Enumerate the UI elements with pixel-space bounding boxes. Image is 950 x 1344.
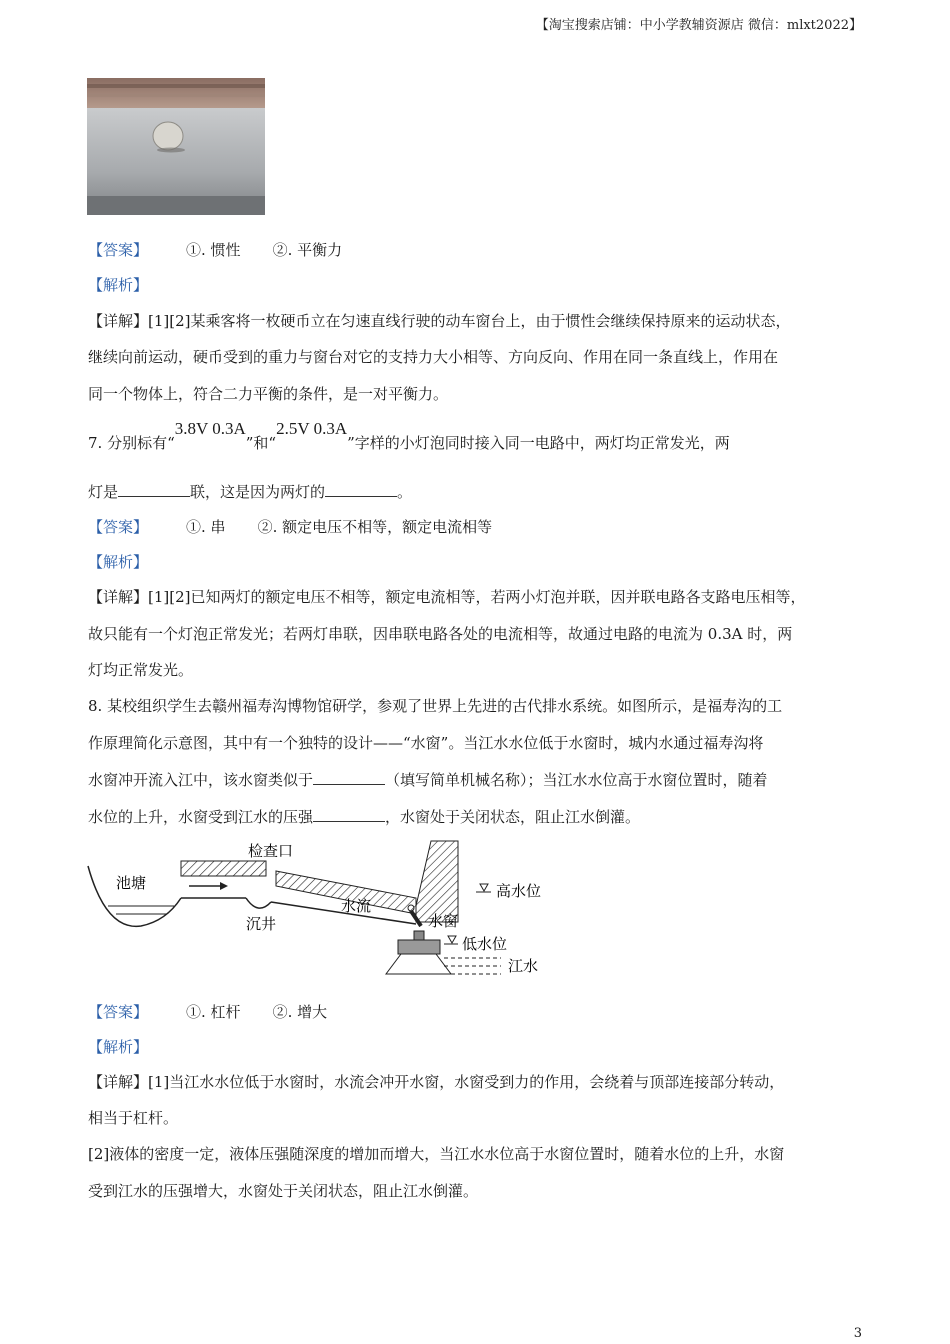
blank-2	[325, 482, 397, 497]
q8-line4: 水位的上升，水窗受到江水的压强 ，水窗处于关闭状态，阻止江水倒灌。	[88, 808, 641, 826]
q8-detail-line2: 相当于杠杆。	[88, 1109, 179, 1127]
drainage-diagram	[86, 836, 556, 985]
page-header: 【淘宝搜索店铺：中小学教辅资源店 微信：mlxt2022】	[535, 18, 862, 33]
q7-detail-line1: 【详解】[1][2]已知两灯的额定电压不相等，额定电流相等，若两小灯泡并联，因并联电路各支路电压相等，	[88, 588, 806, 606]
q8-detail-line3: [2]液体的密度一定，液体压强随深度的增加而增大，当江水水位高于水窗位置时，随着水位的上升，水窗	[88, 1145, 785, 1163]
page-number: 3	[853, 1326, 862, 1341]
q6-detail-line2: 继续向前运动，硬币受到的重力与窗台对它的支持力大小相等、方向反向、作用在同一条直线上，作用在	[88, 348, 779, 366]
label-high: 高水位	[496, 884, 542, 900]
q6-detail-line3: 同一个物体上，符合二力平衡的条件，是一对平衡力。	[88, 385, 449, 403]
coin-photo	[87, 78, 265, 215]
q8-line1: 8. 某校组织学生去赣州福寿沟博物馆研学，参观了世界上先进的古代排水系统。如图所示，是福寿沟的工	[88, 697, 783, 715]
lamp-spec-1: 3.8V 0.3A	[174, 419, 246, 438]
label-flow: 水流	[341, 899, 372, 915]
detail-tag: 【详解】	[88, 312, 149, 330]
label-low: 低水位	[462, 937, 508, 953]
q7-answer: 【答案】 ①. 串 ②. 额定电压不相等，额定电流相等	[88, 518, 493, 536]
label-pond: 池塘	[116, 876, 147, 892]
label-window: 水窗	[428, 914, 459, 930]
q6-answer	[88, 240, 342, 260]
q8-line3: 水窗冲开流入江中，该水窗类似于 （填写简单机械名称）；当江水水位高于水窗位置时，随着	[88, 771, 768, 789]
answer-tag: 【答案】	[88, 241, 149, 259]
q8-detail-line1: 【详解】[1]当江水水位低于水窗时，水流会冲开水窗，水窗受到力的作用，会绕着与顶部连接部分转动，	[88, 1073, 785, 1091]
q8-answer: 【答案】 ①. 杠杆 ②. 增大	[88, 1003, 328, 1021]
label-shaft: 沉井	[246, 917, 277, 933]
q7-analysis-tag: 【解析】	[88, 553, 149, 571]
q8-detail-line4: 受到江水的压强增大，水窗处于关闭状态，阻止江水倒灌。	[88, 1182, 479, 1200]
blank-4	[313, 807, 385, 822]
q6-detail-line1: 【详解】[1][2]某乘客将一枚硬币立在匀速直线行驶的动车窗台上，由于惯性会继续保持原来的运动状态，	[88, 312, 791, 330]
lamp-spec-2: 2.5V 0.3A	[276, 419, 348, 438]
answer-1: ①. 惯性	[186, 241, 241, 259]
q7-detail-line2: 故只能有一个灯泡正常发光；若两灯串联，因串联电路各处的电流相等，故通过电路的电流为 0.3A 时，两	[88, 625, 793, 643]
q8-line2: 作原理简化示意图，其中有一个独特的设计——“水窗”。当江水水位低于水窗时，城内水通过福寿沟将	[88, 734, 764, 752]
q8-analysis-tag: 【解析】	[88, 1038, 149, 1056]
label-river: 江水	[508, 959, 539, 975]
q6-analysis-tag: 【解析】	[88, 276, 149, 294]
blank-1	[118, 482, 190, 497]
q7-question-line2: 灯是 联，这是因为两灯的 。	[88, 483, 413, 501]
label-inspection: 检查口	[248, 844, 294, 860]
blank-3	[313, 770, 385, 785]
q7-detail-line3: 灯均正常发光。	[88, 661, 194, 679]
answer-2: ②. 平衡力	[272, 241, 343, 259]
q7-question-line1: 7. 分别标有“3.8V 0.3A”和“2.5V 0.3A”字样的小灯泡同时接入同一电路中，两灯均正常发光，两	[88, 419, 730, 452]
